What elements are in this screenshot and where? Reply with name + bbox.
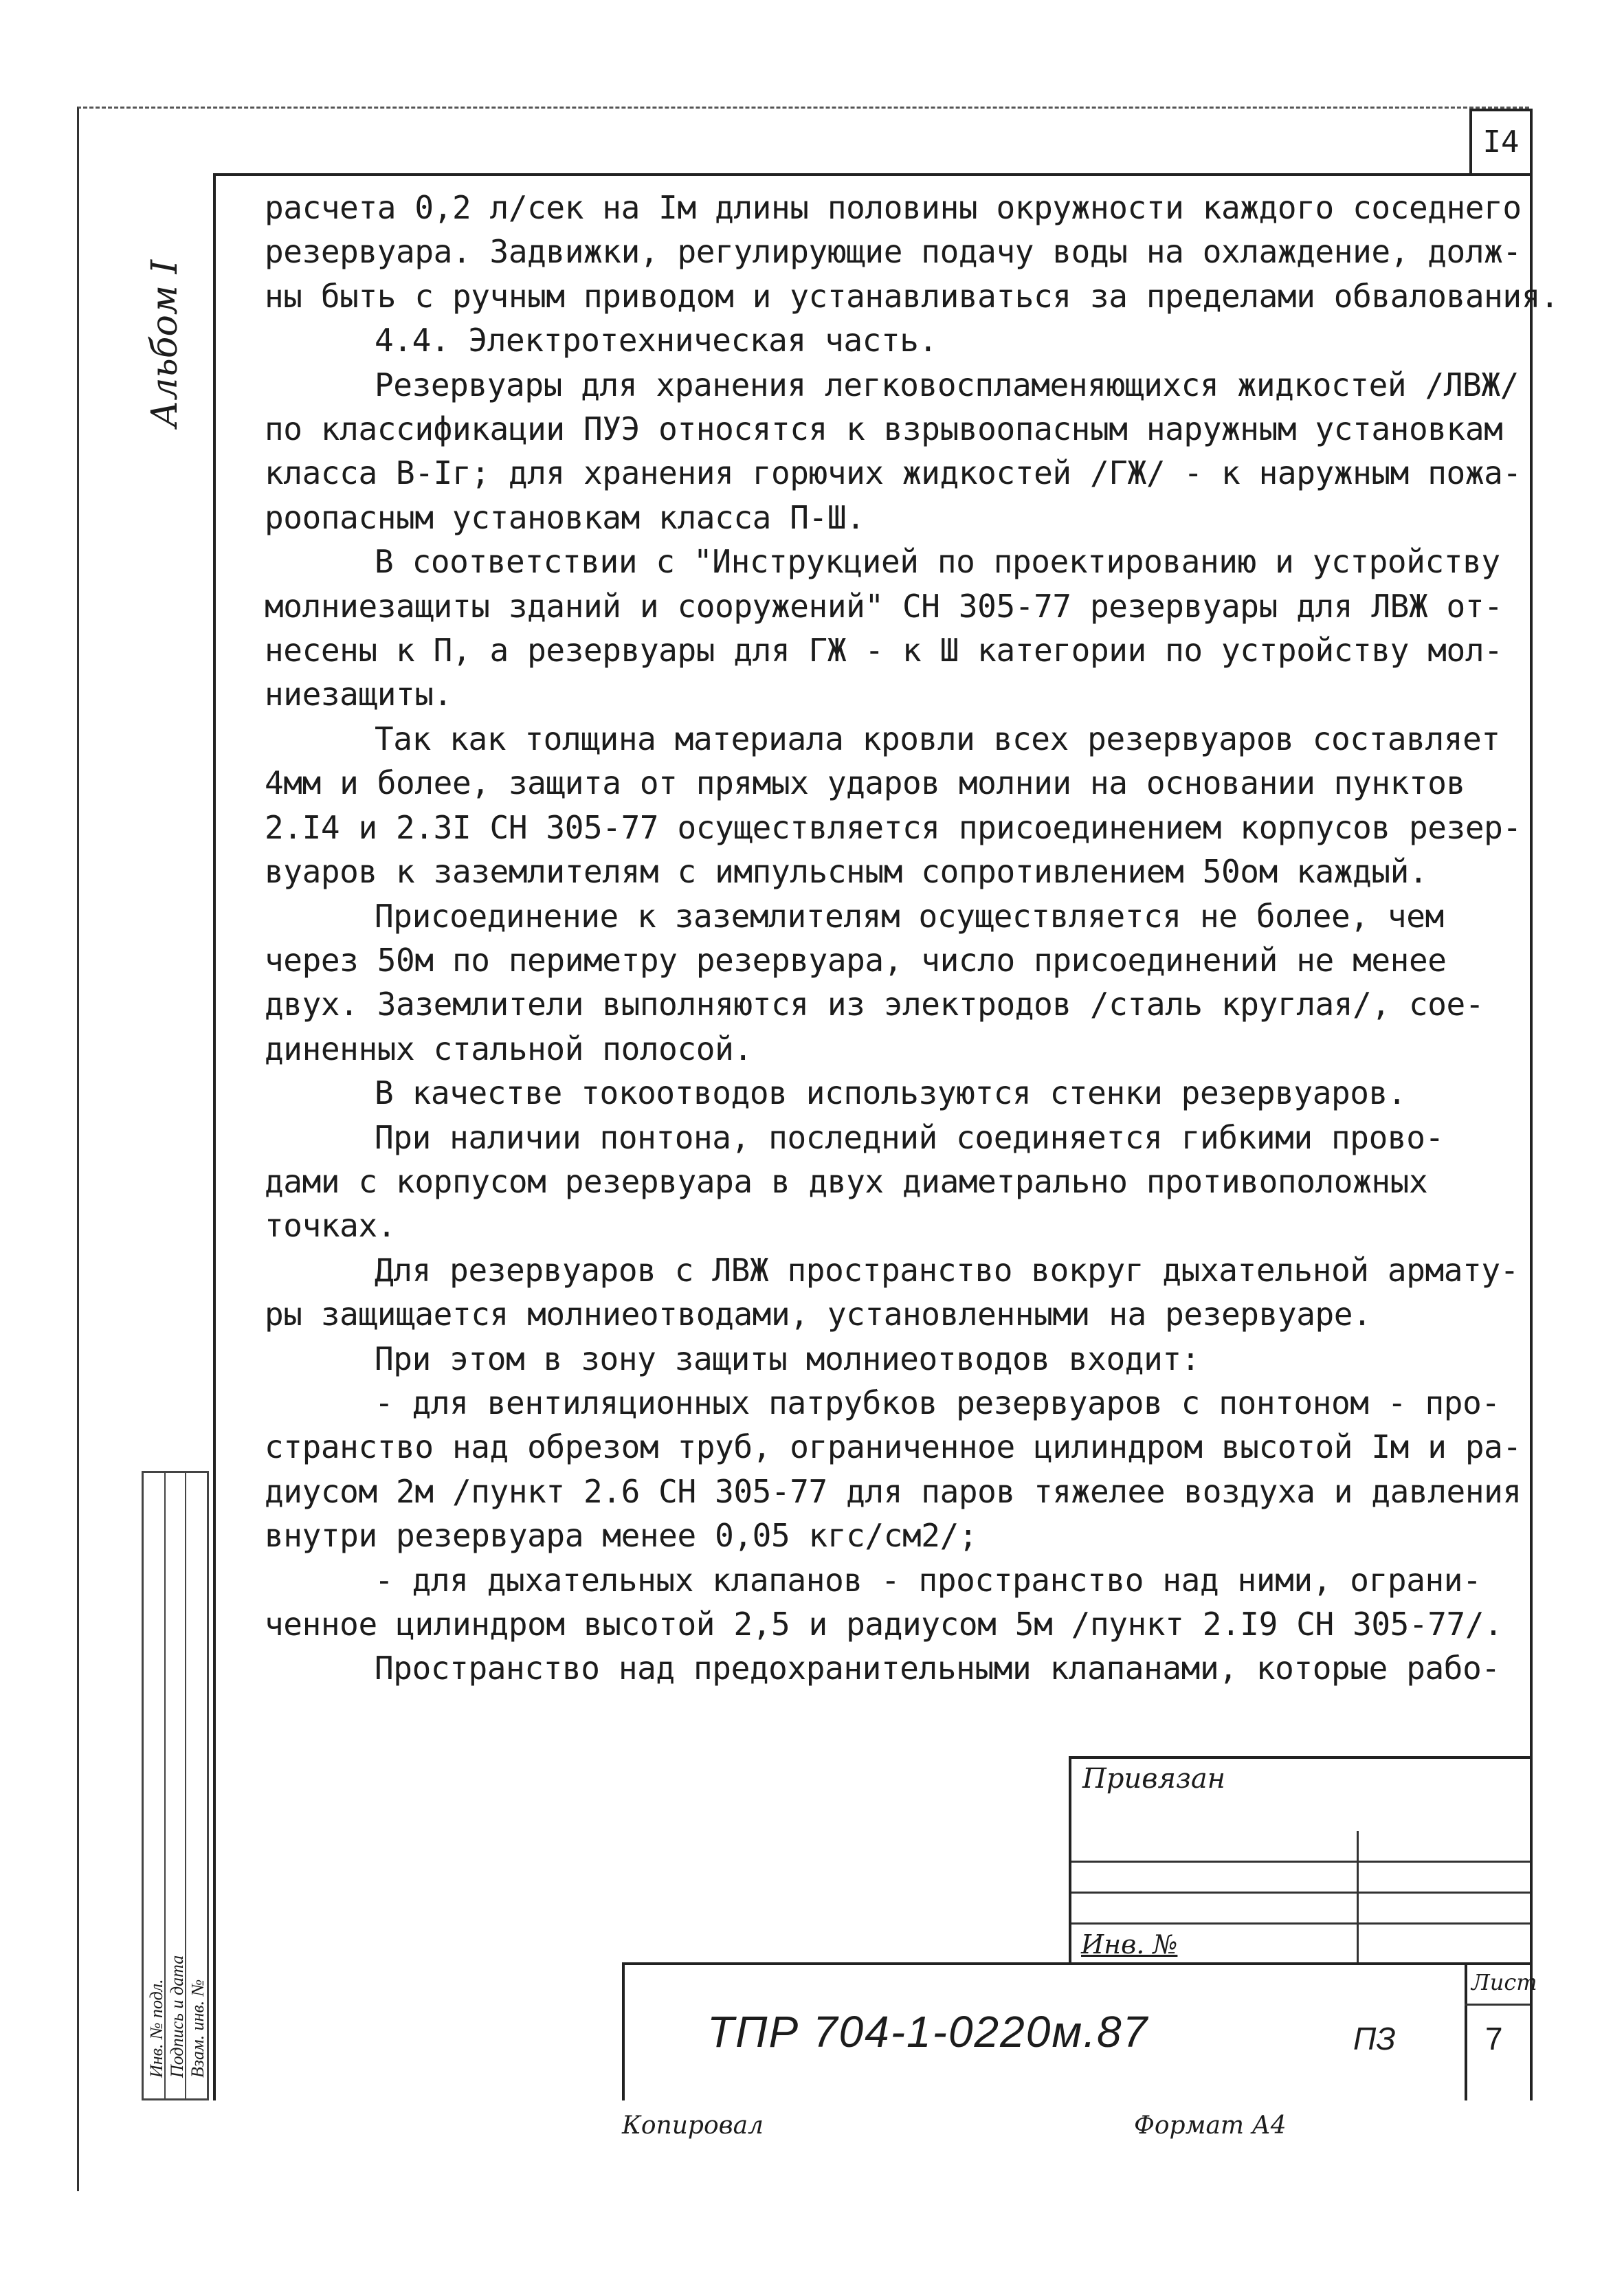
text-line: класса В-Iг; для хранения горючих жидкостей /ГЖ/ - к наружным пожа- [265, 454, 1522, 492]
section-code: ПЗ [1353, 2021, 1396, 2056]
text-line: внутри резервуара менее 0,05 кгс/см2/; [265, 1517, 978, 1555]
binding-block [1069, 1756, 1530, 1965]
text-line: Для резервуаров с ЛВЖ пространство вокруг дыхательной армату- [375, 1251, 1519, 1289]
album-label-text: Альбом I [144, 259, 186, 428]
list-label: Лист [1471, 1969, 1537, 1995]
text-line: Присоединение к заземлителям осуществляется не более, чем [375, 897, 1444, 935]
text-line: ниезащиты. [265, 676, 452, 713]
text-line: Пространство над предохранительными клапанами, которые рабо- [375, 1650, 1500, 1687]
body-text [265, 186, 1559, 1691]
section-heading: 4.4. Электротехническая часть. [375, 322, 937, 359]
text-line: через 50м по периметру резервуара, число присоединений не менее [265, 941, 1447, 979]
document-code: ТПР 704-1-0220м.87 [707, 2007, 1149, 2056]
text-line: В соответствии с "Инструкцией по проектированию и устройству [375, 543, 1500, 581]
list-column-rule [1465, 1965, 1467, 2100]
text-line: двух. Заземлители выполняются из электродов /сталь круглая/, сое- [265, 986, 1484, 1023]
text-line: молниезащиты зданий и сооружений" СН 305-77 резервуары для ЛВЖ от- [265, 587, 1503, 625]
text-line: - для дыхательных клапанов - пространство над ними, ограни- [375, 1561, 1482, 1599]
stamp-label-vzam-inv: Взам. инв. № [188, 1979, 208, 2078]
table-rule [1071, 1892, 1530, 1894]
text-line: точках. [265, 1207, 397, 1245]
text-line: В качестве токоотводов используются стенки резервуаров. [375, 1074, 1407, 1112]
format-label: Формат А4 [1134, 2111, 1287, 2140]
text-line: дами с корпусом резервуара в двух диаметрально противоположных [265, 1162, 1428, 1200]
title-block [622, 1962, 1537, 2100]
text-line: диненных стальной полосой. [265, 1030, 753, 1067]
sheet-number: I4 [1469, 109, 1533, 173]
text-line: странство над обрезом труб, ограниченное цилиндром высотой Iм и ра- [265, 1428, 1522, 1466]
inv-no-label: Инв. № [1081, 1929, 1178, 1960]
stamp-label-signature-date: Подпись и дата [167, 1955, 187, 2078]
list-row-rule [1465, 2004, 1530, 2006]
copied-label: Копировал [622, 2111, 764, 2140]
text-line: Так как толщина материала кровли всех резервуаров составляет [375, 720, 1500, 757]
text-line: - для вентиляционных патрубков резервуаров с понтоном - про- [375, 1384, 1500, 1421]
text-line: диусом 2м /пункт 2.6 СН 305-77 для паров тяжелее воздуха и давления [265, 1472, 1522, 1510]
text-line: ченное цилиндром высотой 2,5 и радиусом 5м /пункт 2.I9 СН 305-77/. [265, 1606, 1503, 1643]
album-label [137, 241, 199, 447]
list-number: 7 [1485, 2021, 1503, 2056]
text-line: ры защищается молниеотводами, установленными на резервуаре. [265, 1296, 1372, 1333]
text-line: ны быть с ручным приводом и устанавливаться за пределами обвалования. [265, 277, 1559, 315]
text-line: 2.I4 и 2.3I СН 305-77 осуществляется присоединением корпусов резер- [265, 808, 1522, 846]
text-line: роопасным установкам класса П-Ш. [265, 498, 865, 536]
text-line: расчета 0,2 л/сек на Iм длины половины окружности каждого соседнего [265, 189, 1522, 226]
text-line: При наличии понтона, последний соединяется гибкими прово- [375, 1118, 1444, 1156]
table-rule [1357, 1831, 1359, 1965]
text-line: вуаров к заземлителям с импульсным сопротивлением 50ом каждый. [265, 853, 1428, 891]
text-line: по классификации ПУЭ относятся к взрывоопасным наружным установкам [265, 410, 1503, 448]
text-line: резервуара. Задвижки, регулирующие подачу воды на охлаждение, долж- [265, 233, 1522, 271]
table-rule [1071, 1922, 1530, 1925]
text-line: При этом в зону защиты молниеотводов входит: [375, 1340, 1200, 1377]
side-stamp-column [142, 1471, 209, 2100]
text-line: Резервуары для хранения легковоспламеняющихся жидкостей /ЛВЖ/ [375, 366, 1519, 403]
text-line: 4мм и более, защита от прямых ударов молнии на основании пунктов [265, 764, 1465, 802]
privyazan-label: Привязан [1082, 1763, 1226, 1795]
stamp-label-inv-podl: Инв. № подл. [146, 1979, 166, 2078]
text-line: несены к П, а резервуары для ГЖ - к Ш категории по устройству мол- [265, 632, 1503, 669]
table-rule [1071, 1861, 1530, 1863]
